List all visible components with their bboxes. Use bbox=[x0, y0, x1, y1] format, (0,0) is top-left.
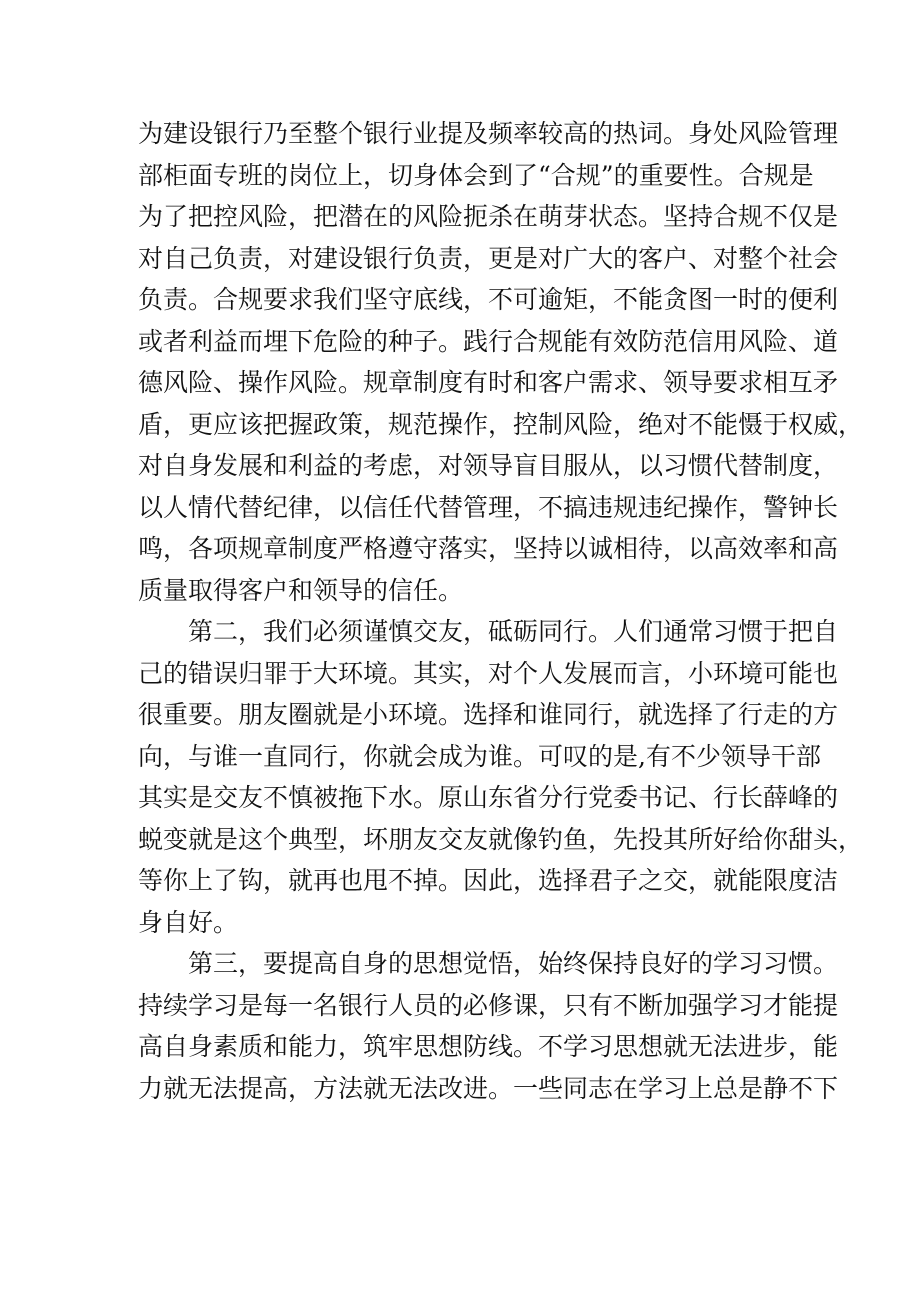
text-line: 高自身素质和能力，筑牢思想防线。不学习思想就无法进步，能 bbox=[138, 1032, 839, 1061]
document-body bbox=[138, 113, 864, 1109]
text-line: 部柜面专班的岗位上，切身体会到了“合规”的重要性。合规是 bbox=[138, 160, 814, 190]
text-line: 身自好。 bbox=[138, 907, 239, 937]
paragraph-learning bbox=[138, 943, 839, 1109]
text-line: 对自己负责，对建设银行负责，更是对广大的客户、对整个社会 bbox=[138, 243, 839, 273]
text-line: 质量取得客户和领导的信任。 bbox=[138, 575, 464, 605]
text-line: 第二，我们必须谨慎交友，砥砺同行。人们通常习惯于把自 bbox=[138, 617, 839, 646]
text-line: 其实是交友不慎被拖下水。原山东省分行党委书记、行长薛峰的 bbox=[138, 783, 839, 812]
text-line: 力就无法提高，方法就无法改进。一些同志在学习上总是静不下 bbox=[138, 1073, 839, 1103]
text-line: 盾，更应该把握政策，规范操作，控制风险，绝对不能慑于权威， bbox=[138, 409, 864, 439]
text-line: 向，与谁一直同行，你就会成为谁。可叹的是,有不少领导干部 bbox=[138, 741, 821, 771]
text-line: 很重要。朋友圈就是小环境。选择和谁同行，就选择了行走的方 bbox=[138, 700, 839, 729]
paragraph-friends bbox=[138, 611, 864, 943]
text-line: 第三，要提高自身的思想觉悟，始终保持良好的学习习惯。 bbox=[138, 949, 839, 978]
text-line: 德风险、操作风险。规章制度有时和客户需求、领导要求相互矛 bbox=[138, 368, 839, 397]
text-line: 蜕变就是这个典型，坏朋友交友就像钓鱼，先投其所好给你甜头， bbox=[138, 824, 864, 854]
text-line: 等你上了钩，就再也甩不掉。因此，选择君子之交，就能限度洁 bbox=[138, 866, 839, 895]
text-line: 或者利益而埋下危险的种子。践行合规能有效防范信用风险、道 bbox=[138, 326, 839, 356]
text-line: 以人情代替纪律，以信任代替管理，不搞违规违纪操作，警钟长 bbox=[138, 492, 839, 522]
text-line: 为建设银行乃至整个银行业提及频率较高的热词。身处风险管理 bbox=[138, 119, 839, 148]
text-line: 鸣，各项规章制度严格遵守落实，坚持以诚相待，以高效率和高 bbox=[138, 534, 839, 563]
text-line: 己的错误归罪于大环境。其实，对个人发展而言，小环境可能也 bbox=[138, 658, 839, 688]
text-line: 负责。合规要求我们坚守底线，不可逾矩，不能贪图一时的便利 bbox=[138, 285, 839, 314]
text-line: 为了把控风险，把潜在的风险扼杀在萌芽状态。坚持合规不仅是 bbox=[138, 202, 839, 231]
paragraph-compliance bbox=[138, 113, 864, 611]
text-line: 对自身发展和利益的考虑，对领导盲目服从，以习惯代替制度， bbox=[138, 451, 839, 480]
text-line: 持续学习是每一名银行人员的必修课，只有不断加强学习才能提 bbox=[138, 990, 839, 1020]
